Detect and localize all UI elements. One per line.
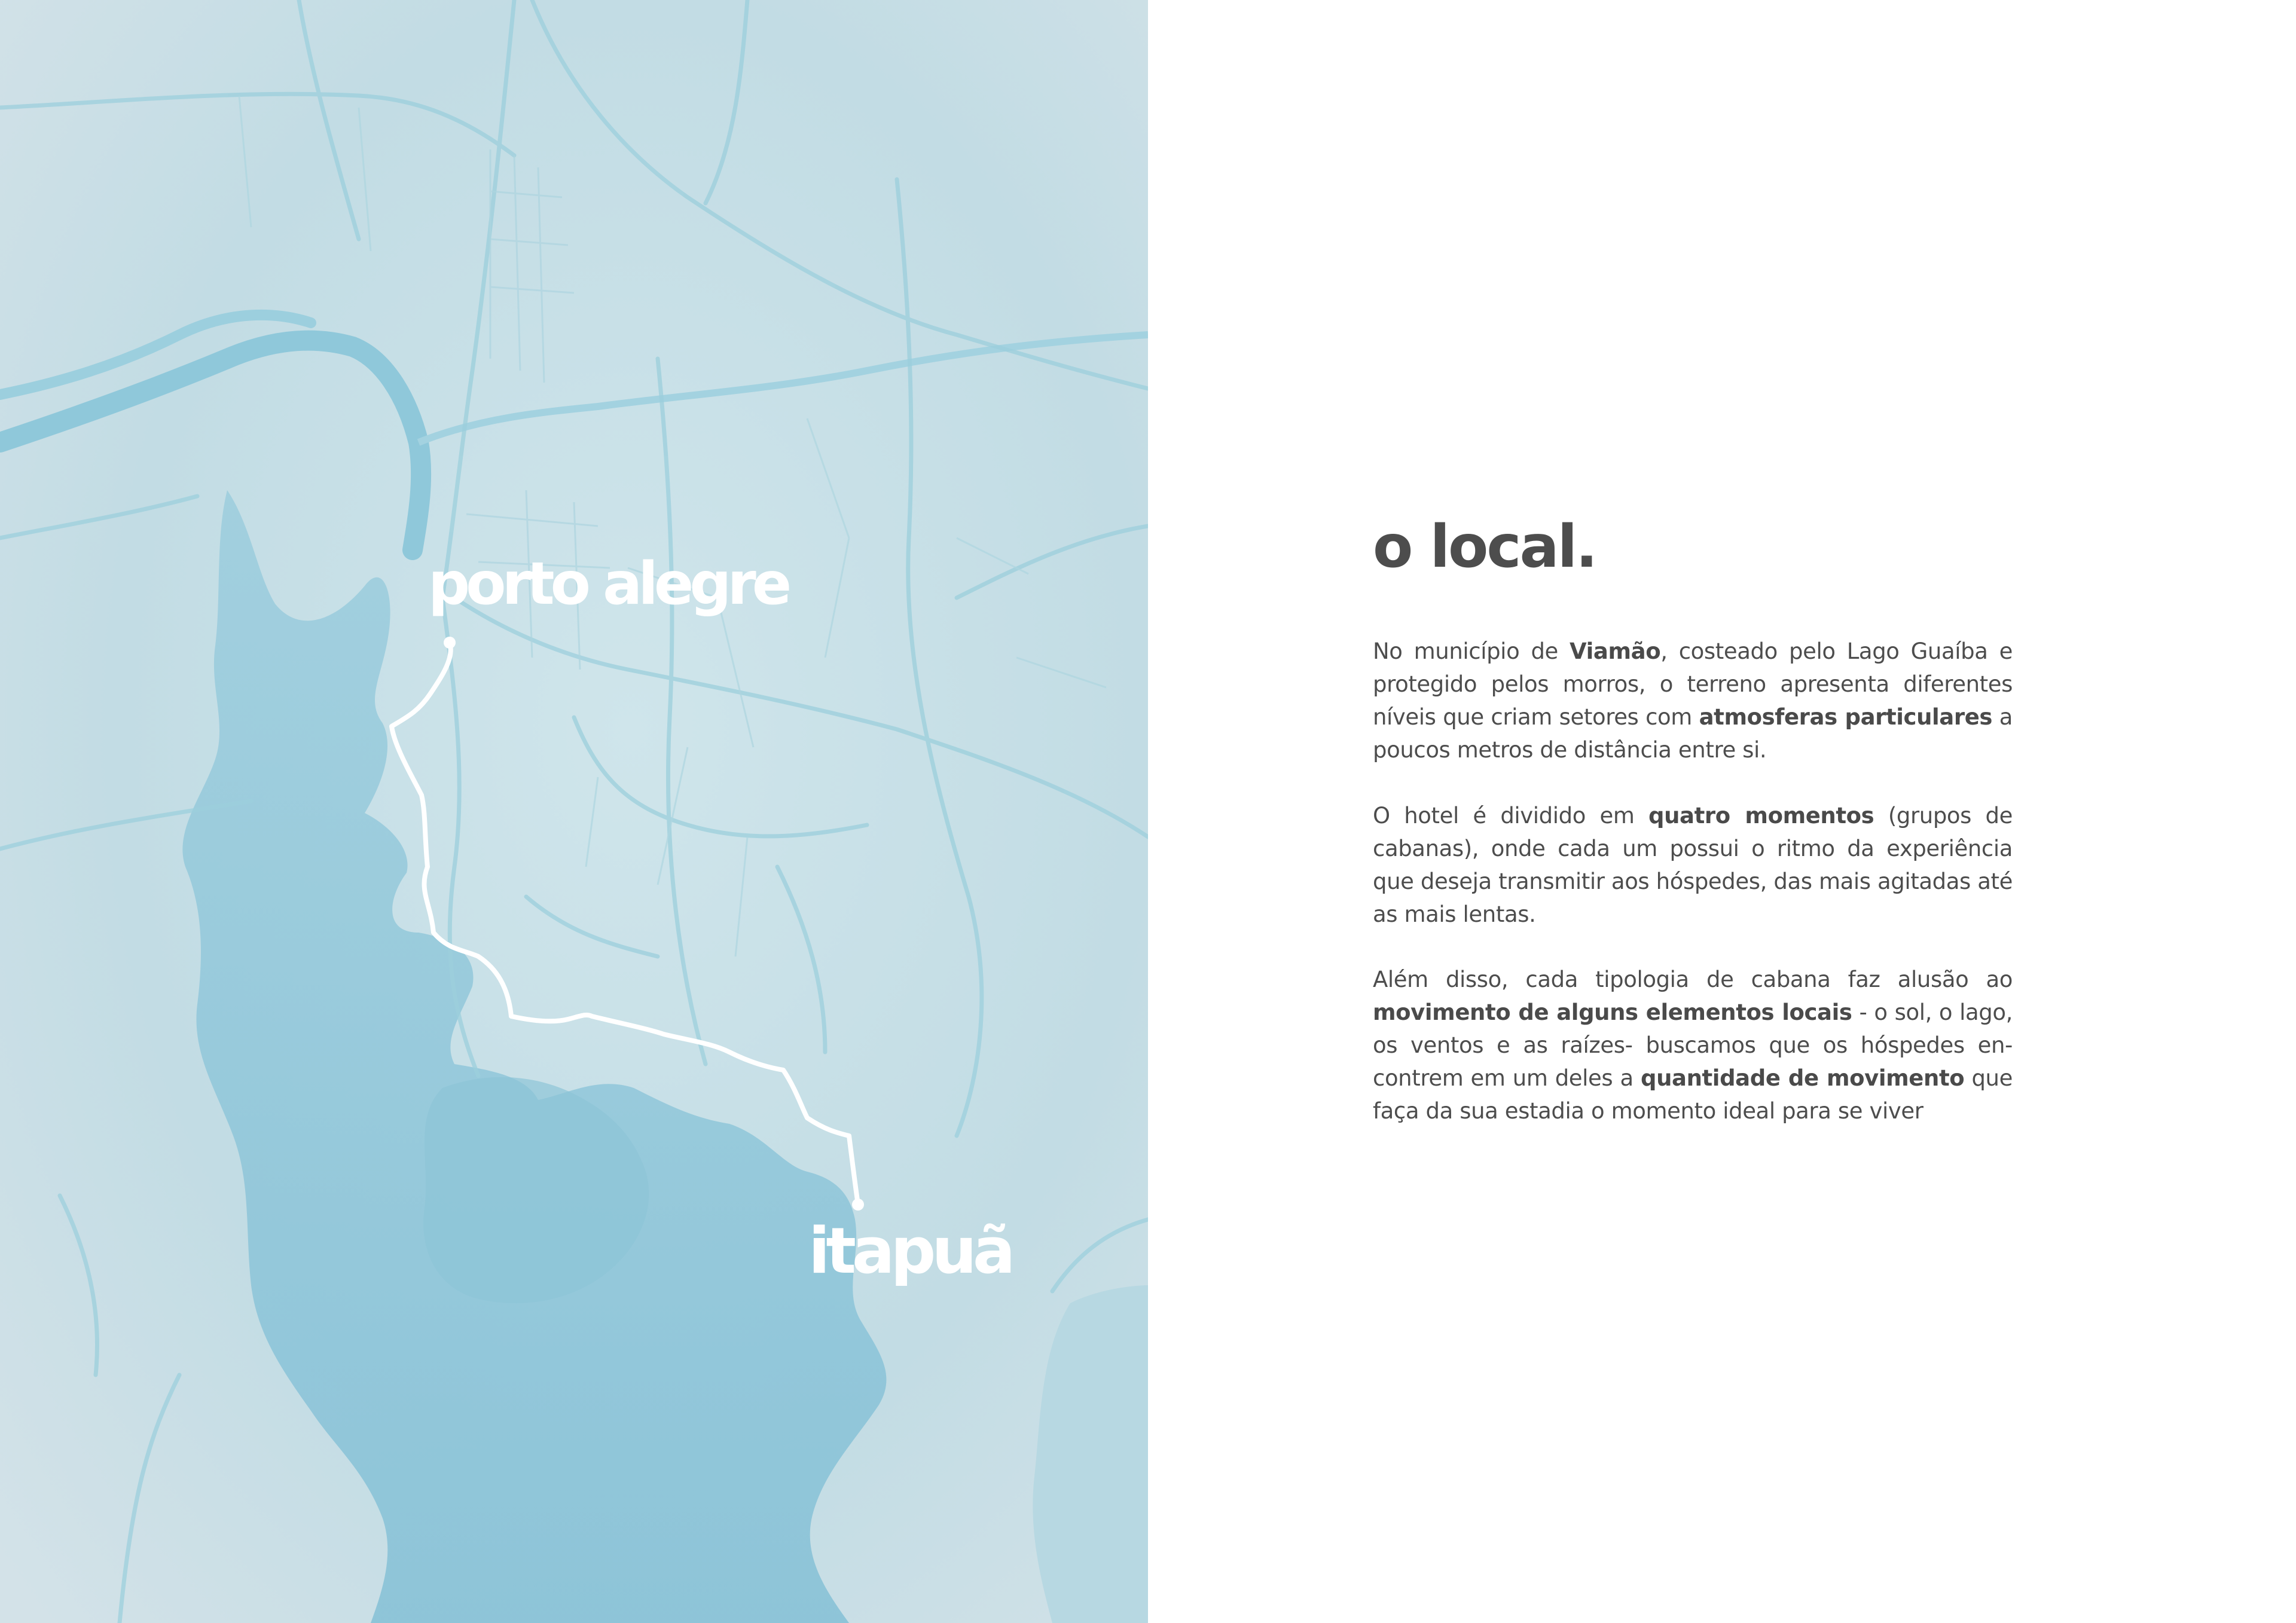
body-text: que faça da sua estadia o momento ideal para se viver <box>1373 1065 2013 1124</box>
cabana-paragraph <box>1373 963 2013 1127</box>
body-text: O hotel é dividido em <box>1373 803 1649 829</box>
highlight-text: movimento de alguns elementos locais <box>1373 1000 1852 1025</box>
body-text: (grupos de cabanas), onde cada um possui o ritmo da experiência que deseja transmitir aos hóspedes, das mais agitadas até as mais lentas. <box>1373 803 2013 927</box>
highlight-text: quantidade de movimento <box>1640 1065 1965 1091</box>
itapua-label: itapuã <box>808 1214 1012 1288</box>
page-title: o local. <box>1373 513 1596 581</box>
highlight-text: quatro momentos <box>1648 803 1874 829</box>
route-start-marker <box>444 637 456 649</box>
hotel-paragraph <box>1373 799 2013 931</box>
body-text: No município de <box>1373 638 1570 664</box>
body-text: - o sol, o lago, os ventos e as raízes- buscamos que os hóspedes en-contrem em um deles a <box>1373 1000 2013 1091</box>
body-text: a poucos metros de distância entre si. <box>1373 704 2013 763</box>
highlight-text: Viamão <box>1570 638 1661 664</box>
highlight-text: atmosferas particulares <box>1699 704 1993 730</box>
body-text: , costeado pelo Lago Guaíba e protegido pelos morros, o terreno apresenta diferentes níveis que criam setores com <box>1373 638 2013 730</box>
intro-paragraph <box>1373 635 2013 766</box>
porto-alegre-label: porto alegre <box>428 550 788 618</box>
body-text: Além disso, cada tipologia de cabana faz alusão ao <box>1373 967 2013 992</box>
route-end-marker <box>852 1199 864 1211</box>
